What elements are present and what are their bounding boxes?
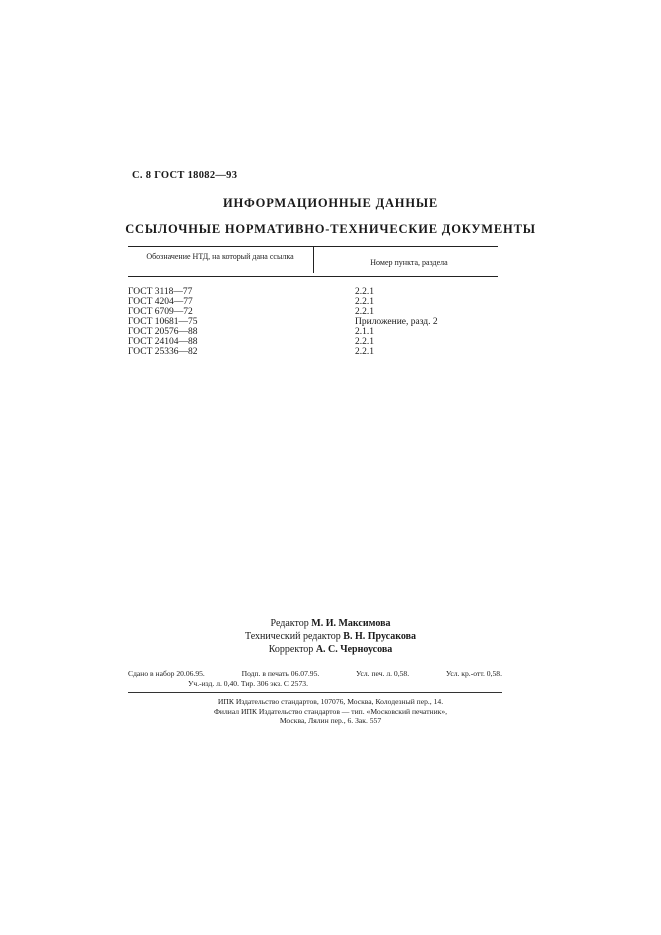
tech-editor-name: В. Н. Прусакова [343,631,416,642]
document-cell: ГОСТ 10681—75 [128,317,198,327]
tech-editor-role: Технический редактор [245,631,341,642]
document-cell: ГОСТ 6709—72 [128,307,193,317]
editor-name: М. И. Максимова [311,618,391,629]
imprint-print-sheets: Усл. печ. л. 0,58. [356,669,410,678]
corrector-line [0,643,661,656]
publisher-line-1: ИПК Издательство стандартов, 107076, Москва, Колодезный пер., 14. [217,697,444,706]
editor-line [0,617,661,630]
section-subtitle: ССЫЛОЧНЫЕ НОРМАТИВНО-ТЕХНИЧЕСКИЕ ДОКУМЕНТЫ [125,222,536,236]
section-title: ИНФОРМАЦИОННЫЕ ДАННЫЕ [222,196,439,210]
section-cell: 2.1.1 [355,327,374,337]
table-row [128,337,498,347]
imprint-block [128,669,502,688]
publisher-line-2: Филиал ИПК Издательство стандартов — тип. «Московский печатник», [213,706,448,716]
document-cell: ГОСТ 20576—88 [128,327,198,337]
section-cell: 2.2.1 [355,287,374,297]
table-row [128,297,498,307]
reference-table [128,287,498,357]
credits-block [0,617,661,656]
tech-editor-line [0,630,661,643]
section-cell: 2.2.1 [355,347,374,357]
document-cell: ГОСТ 25336—82 [128,347,198,357]
imprint-line-2: Уч.-изд. л. 0,40. Тир. 306 экз. С 2573. [188,678,308,688]
editor-role: Редактор [270,618,309,629]
corrector-name: А. С. Черноусова [315,644,393,655]
table-row [128,307,498,317]
table-row [128,347,498,357]
section-cell: 2.2.1 [355,337,374,347]
imprint-line-1 [128,669,502,679]
table-row [128,317,498,327]
table-row [128,327,498,337]
table-header-document: Обозначение НТД, на который дана ссылка [146,252,294,261]
imprint-color-sheets: Усл. кр.-отт. 0,58. [445,669,502,678]
table-row [128,287,498,297]
corrector-role: Корректор [268,644,314,655]
section-cell: 2.2.1 [355,307,374,317]
publisher-line-3: Москва, Лялин пер., 6. Зак. 557 [279,716,382,725]
publisher-block [0,697,661,726]
imprint-rule [128,692,502,693]
document-cell: ГОСТ 4204—77 [128,297,193,307]
section-cell: 2.2.1 [355,297,374,307]
document-cell: ГОСТ 3118—77 [128,287,193,297]
table-header-rule [128,276,498,277]
table-header-section: Номер пункта, раздела [370,258,448,267]
table-column-divider [313,247,314,273]
imprint-print-date: Подп. в печать 06.07.95. [241,669,320,678]
section-cell: Приложение, разд. 2 [355,317,438,327]
page-header: С. 8 ГОСТ 18082—93 [132,170,238,181]
document-cell: ГОСТ 24104—88 [128,337,198,347]
imprint-typeset-date: Сдано в набор 20.06.95. [128,669,205,678]
